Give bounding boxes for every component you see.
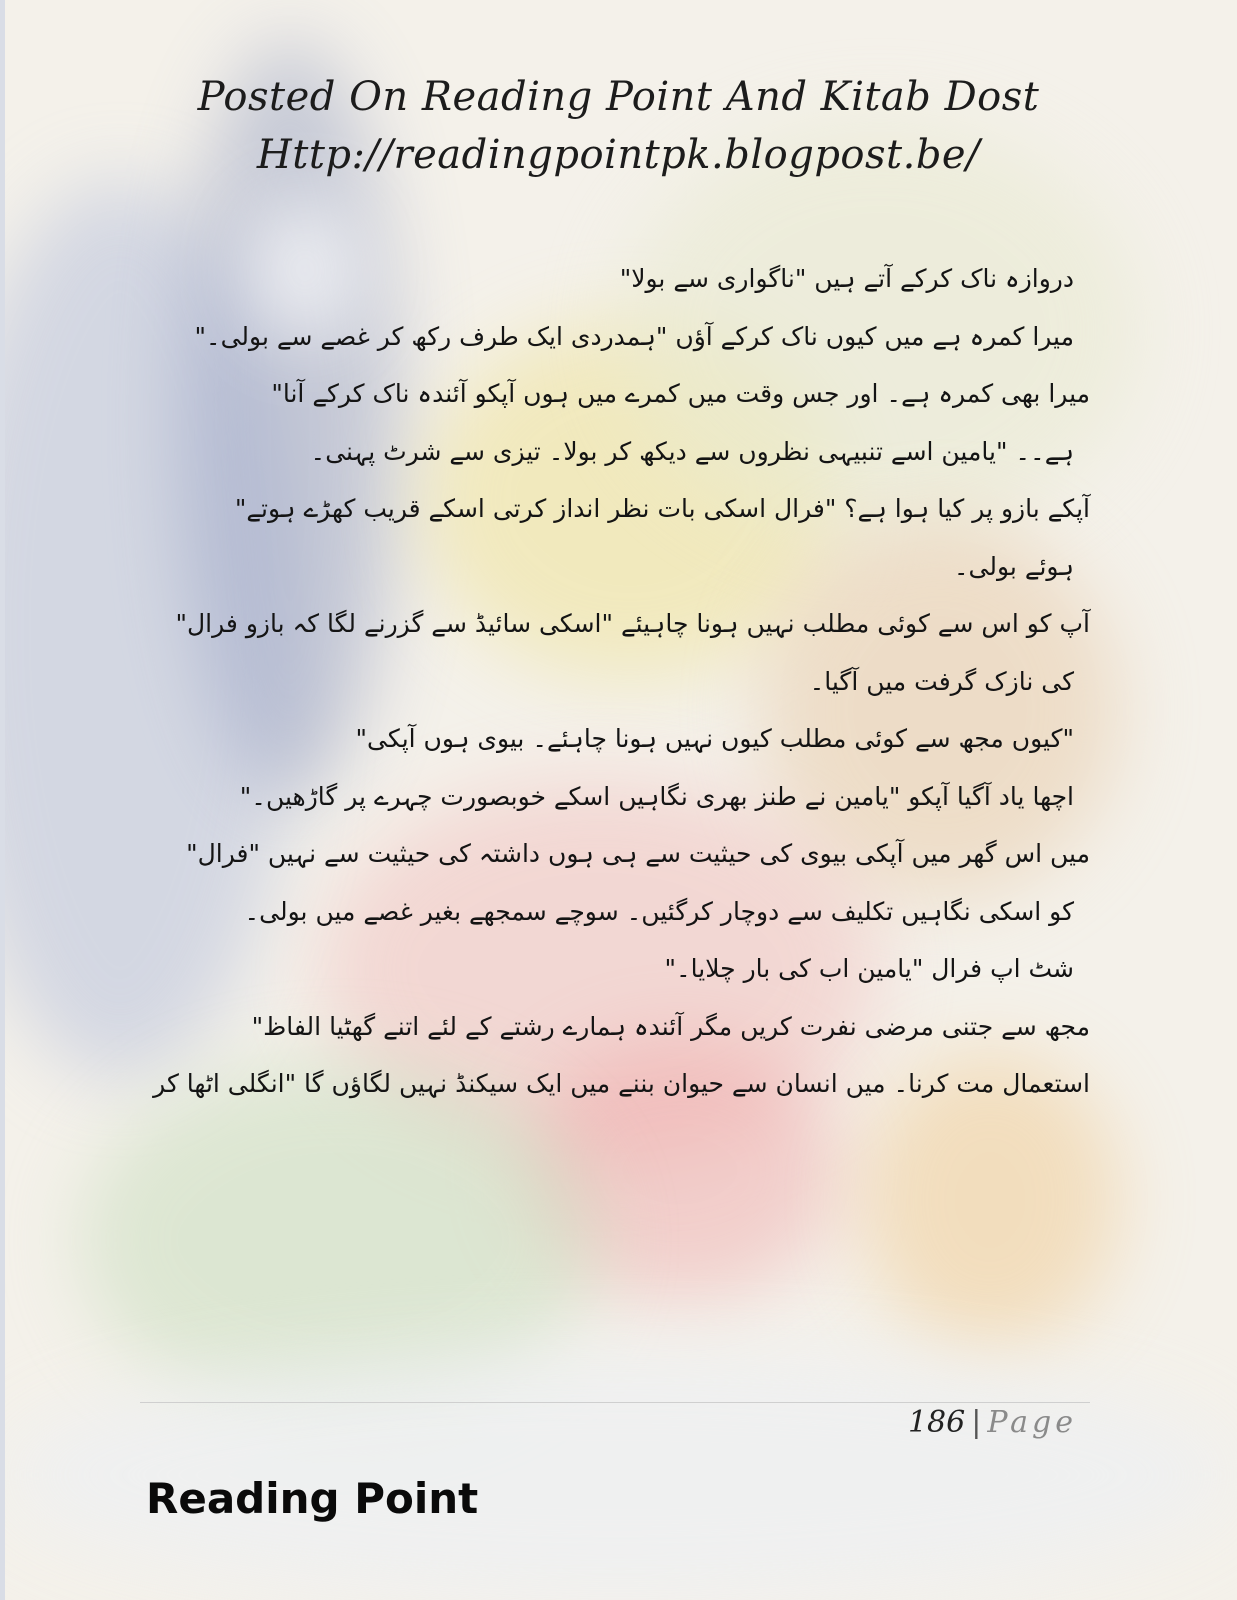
brand-footer: Reading Point — [146, 1474, 479, 1523]
body-line: شٹ اپ فرال "یامین اب کی بار چلایا۔" — [664, 954, 1074, 983]
body-line: آپ کو اس سے کوئی مطلب نہیں ہونا چاہیئے "اسکی سائیڈ سے گزرنے لگا کہ بازو فرال" — [175, 609, 1090, 638]
urdu-body-text — [150, 250, 1090, 1113]
page-edge — [0, 0, 5, 1600]
page-number-separator: | — [971, 1405, 982, 1440]
body-line: میں اس گھر میں آپکی بیوی کی حیثیت سے ہی ہوں داشتہ کی حیثیت سے نہیں "فرال" — [186, 839, 1090, 868]
page-number — [908, 1405, 1077, 1440]
body-line: ہے۔۔ "یامین اسے تنبیہی نظروں سے دیکھ کر بولا۔ تیزی سے شرٹ پہنی۔ — [310, 436, 1074, 466]
body-line: آپکے بازو پر کیا ہوا ہے؟ "فرال اسکی بات نظر انداز کرتی اسکے قریب کھڑے ہوتے" — [234, 494, 1090, 523]
header-url: Http://readingpointpk.blogpost.be/ — [256, 132, 981, 178]
body-line: میرا کمرہ ہے میں کیوں ناک کرکے آؤں "ہمدردی ایک طرف رکھ کر غصے سے بولی۔" — [194, 321, 1074, 351]
page-number-value: 186 — [907, 1405, 966, 1440]
body-line: استعمال مت کرنا۔ میں انسان سے حیوان بننے میں ایک سیکنڈ نہیں لگاؤں گا "انگلی اٹھا کر — [153, 1069, 1090, 1098]
body-line: کو اسکی نگاہیں تکلیف سے دوچار کرگئیں۔ سوچے سمجھے بغیر غصے میں بولی۔ — [244, 896, 1074, 926]
body-line: "کیوں مجھ سے کوئی مطلب کیوں نہیں ہونا چاہئے۔ بیوی ہوں آپکی" — [355, 724, 1074, 753]
body-line: ہوئے بولی۔ — [953, 551, 1074, 581]
header-line-1: Posted On Reading Point And Kitab Dost — [197, 74, 1040, 120]
body-line: اچھا یاد آگیا آپکو "یامین نے طنز بھری نگاہیں اسکے خوبصورت چہرے پر گاڑھیں۔" — [239, 781, 1074, 811]
body-line: میرا بھی کمرہ ہے۔ اور جس وقت میں کمرے میں ہوں آپکو آئندہ ناک کرکے آنا" — [271, 379, 1090, 408]
body-line: کی نازک گرفت میں آگیا۔ — [809, 666, 1074, 696]
body-line: دروازہ ناک کرکے آتے ہیں "ناگواری سے بولا" — [619, 264, 1074, 293]
body-line: مجھ سے جتنی مرضی نفرت کریں مگر آئندہ ہمارے رشتے کے لئے اتنے گھٹیا الفاظ" — [251, 1011, 1090, 1041]
page-label: Page — [987, 1405, 1077, 1440]
footer-divider — [140, 1402, 1090, 1403]
